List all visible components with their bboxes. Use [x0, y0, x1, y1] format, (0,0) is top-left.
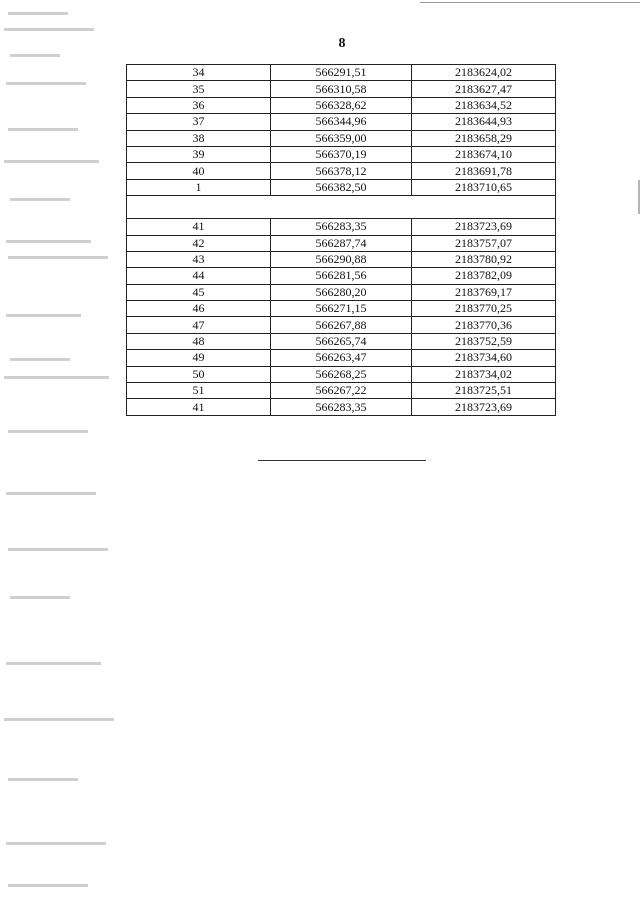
- point-number-cell: 39: [127, 146, 271, 162]
- table-row: [127, 383, 556, 399]
- separator-cell: [127, 196, 556, 219]
- table-row: [127, 251, 556, 267]
- y-coordinate-cell: 2183674,10: [411, 146, 555, 162]
- table-row: [127, 399, 556, 415]
- y-coordinate-cell: 2183644,93: [411, 114, 555, 130]
- x-coordinate-cell: 566280,20: [271, 284, 412, 300]
- x-coordinate-cell: 566382,50: [271, 179, 412, 195]
- point-number-cell: 50: [127, 366, 271, 382]
- x-coordinate-cell: 566283,35: [271, 399, 412, 415]
- y-coordinate-cell: 2183723,69: [411, 219, 555, 235]
- y-coordinate-cell: 2183769,17: [411, 284, 555, 300]
- y-coordinate-cell: 2183723,69: [411, 399, 555, 415]
- table-row: [127, 146, 556, 162]
- page-number: 8: [338, 36, 346, 51]
- table-row: [127, 366, 556, 382]
- table-row: [127, 179, 556, 195]
- table-row: [127, 350, 556, 366]
- x-coordinate-cell: 566267,22: [271, 383, 412, 399]
- x-coordinate-cell: 566265,74: [271, 333, 412, 349]
- table-row: [127, 65, 556, 81]
- x-coordinate-cell: 566283,35: [271, 219, 412, 235]
- table-row: [127, 284, 556, 300]
- point-number-cell: 45: [127, 284, 271, 300]
- table-row: [127, 333, 556, 349]
- y-coordinate-cell: 2183634,52: [411, 97, 555, 113]
- table-row: [127, 219, 556, 235]
- point-number-cell: 42: [127, 235, 271, 251]
- x-coordinate-cell: 566271,15: [271, 301, 412, 317]
- y-coordinate-cell: 2183770,36: [411, 317, 555, 333]
- point-number-cell: 34: [127, 65, 271, 81]
- y-coordinate-cell: 2183627,47: [411, 81, 555, 97]
- table-row: [127, 130, 556, 146]
- table-separator-row: [127, 196, 556, 219]
- y-coordinate-cell: 2183725,51: [411, 383, 555, 399]
- table-row: [127, 81, 556, 97]
- y-coordinate-cell: 2183770,25: [411, 301, 555, 317]
- x-coordinate-cell: 566328,62: [271, 97, 412, 113]
- table-row: [127, 317, 556, 333]
- table-row: [127, 268, 556, 284]
- y-coordinate-cell: 2183658,29: [411, 130, 555, 146]
- y-coordinate-cell: 2183624,02: [411, 65, 555, 81]
- x-coordinate-cell: 566378,12: [271, 163, 412, 179]
- point-number-cell: 49: [127, 350, 271, 366]
- point-number-cell: 1: [127, 179, 271, 195]
- point-number-cell: 38: [127, 130, 271, 146]
- point-number-cell: 47: [127, 317, 271, 333]
- scan-margin-artifacts: [0, 0, 120, 905]
- point-number-cell: 36: [127, 97, 271, 113]
- x-coordinate-cell: 566263,47: [271, 350, 412, 366]
- x-coordinate-cell: 566291,51: [271, 65, 412, 81]
- point-number-cell: 43: [127, 251, 271, 267]
- y-coordinate-cell: 2183752,59: [411, 333, 555, 349]
- y-coordinate-cell: 2183780,92: [411, 251, 555, 267]
- y-coordinate-cell: 2183782,09: [411, 268, 555, 284]
- x-coordinate-cell: 566290,88: [271, 251, 412, 267]
- x-coordinate-cell: 566281,56: [271, 268, 412, 284]
- x-coordinate-cell: 566267,88: [271, 317, 412, 333]
- x-coordinate-cell: 566268,25: [271, 366, 412, 382]
- point-number-cell: 51: [127, 383, 271, 399]
- point-number-cell: 46: [127, 301, 271, 317]
- y-coordinate-cell: 2183734,60: [411, 350, 555, 366]
- table-row: [127, 114, 556, 130]
- x-coordinate-cell: 566370,19: [271, 146, 412, 162]
- point-number-cell: 41: [127, 399, 271, 415]
- scan-top-line: [420, 2, 640, 3]
- x-coordinate-cell: 566287,74: [271, 235, 412, 251]
- coordinates-table: [126, 64, 556, 416]
- table-row: [127, 301, 556, 317]
- point-number-cell: 41: [127, 219, 271, 235]
- point-number-cell: 35: [127, 81, 271, 97]
- y-coordinate-cell: 2183710,65: [411, 179, 555, 195]
- x-coordinate-cell: 566310,58: [271, 81, 412, 97]
- point-number-cell: 48: [127, 333, 271, 349]
- x-coordinate-cell: 566344,96: [271, 114, 412, 130]
- y-coordinate-cell: 2183734,02: [411, 366, 555, 382]
- x-coordinate-cell: 566359,00: [271, 130, 412, 146]
- point-number-cell: 40: [127, 163, 271, 179]
- table-row: [127, 163, 556, 179]
- y-coordinate-cell: 2183691,78: [411, 163, 555, 179]
- table-row: [127, 97, 556, 113]
- end-rule: [258, 460, 426, 461]
- point-number-cell: 37: [127, 114, 271, 130]
- point-number-cell: 44: [127, 268, 271, 284]
- y-coordinate-cell: 2183757,07: [411, 235, 555, 251]
- table-row: [127, 235, 556, 251]
- coordinates-table-body: [127, 65, 556, 416]
